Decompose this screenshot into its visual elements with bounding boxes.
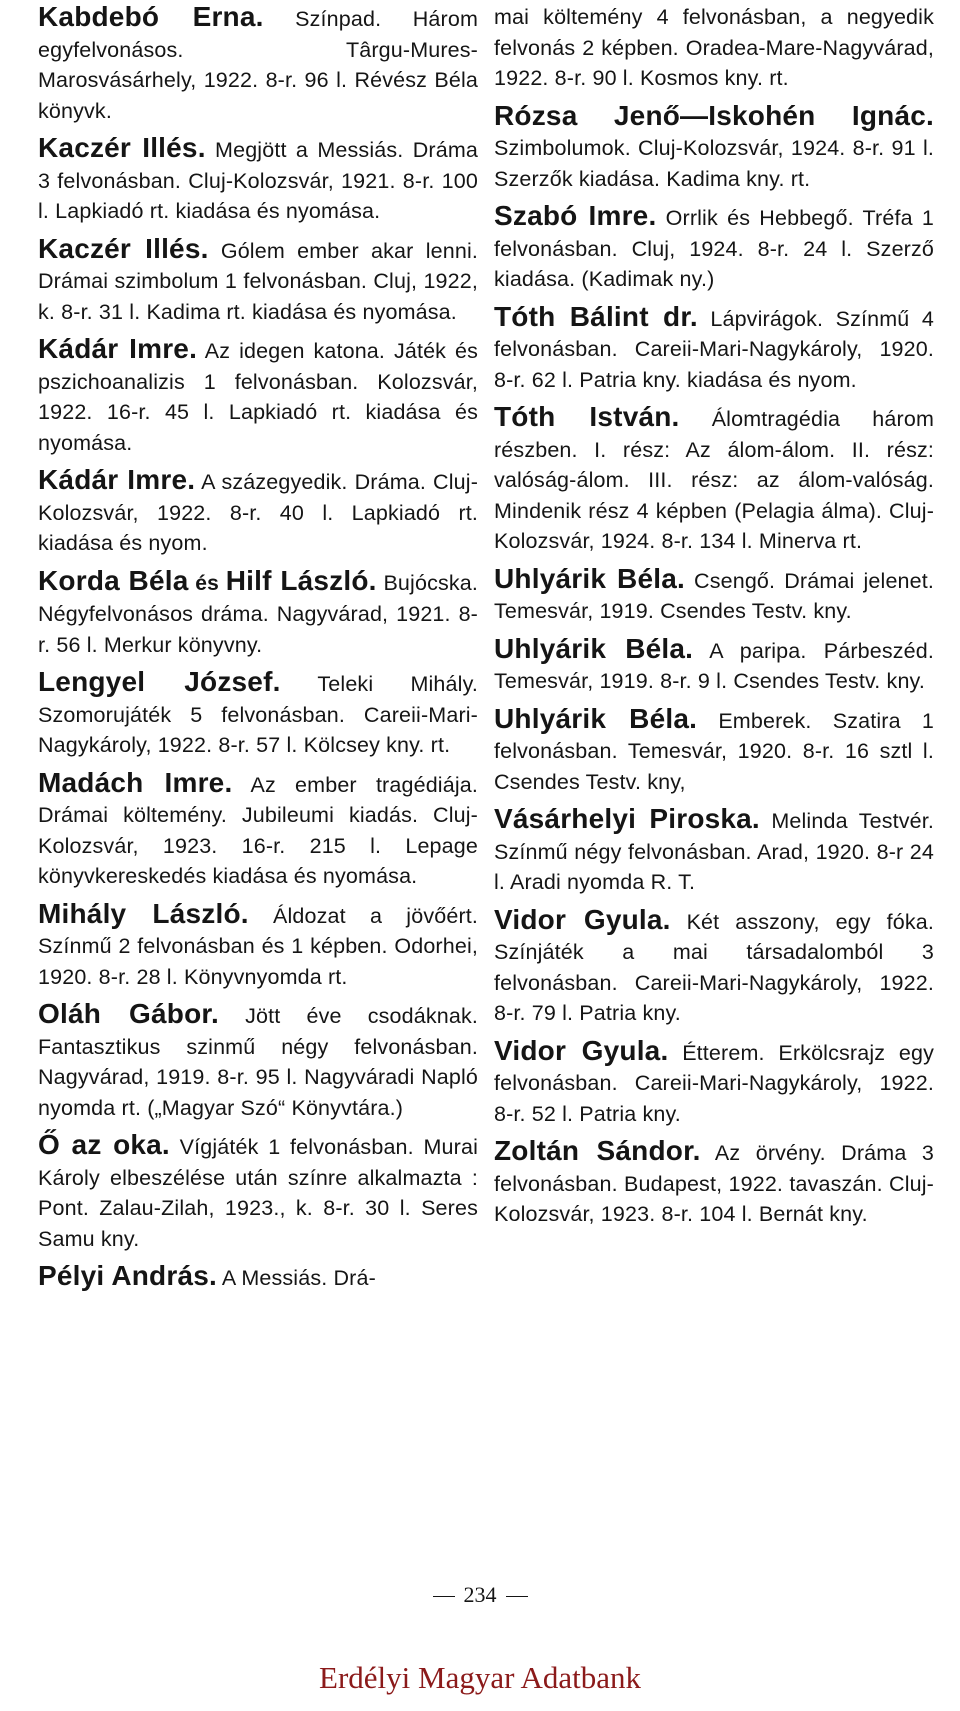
entry-text: Megjött a Messiás. Dráma 3 felvonásban. Cluj-Kolozsvár, 1921. 8-r. 100 l. Lapkiadó rt. kiadása és nyomása. [38,138,478,223]
entry-author: Mihály László. [38,897,249,929]
bibliography-entry [38,899,478,993]
entry-text: Orrlik és Hebbegő. Tréfa 1 felvonásban. Cluj, 1924. 8-r. 24 l. Szerző kiadása. (Kadimak ny.) [494,206,934,291]
bibliography-entry [494,704,934,798]
footer-watermark: Erdélyi Magyar Adatbank [319,1660,641,1695]
entry-author: Uhlyárik Béla. [494,632,694,664]
entry-author: Uhlyárik Béla. [494,562,685,594]
entry-text: Bujócska. Négyfelvonásos dráma. Nagyvárad, 1921. 8-r. 56 l. Merkur könyvny. [38,570,478,657]
entry-author: Rózsa Jenő—Iskohén Ignác. [494,99,934,131]
entry-text: Álomtragédia három részben. I. rész: Az álom-álom. II. rész: valóság-álom. III. rész: az álom-valóság. Mindenik rész 4 képben (Pelagia álma). Cluj-Kolozsvár, 1924. 8-r. 134 l. Minerva rt. [494,407,934,553]
entry-author: Ő az oka. [38,1129,170,1160]
entry-author: Kaczér Illés. [38,232,209,264]
left-column [38,2,478,1301]
entry-text: Áldozat a jövőért. Színmű 2 felvonásban és 1 képben. Odorhei, 1920. 8-r. 28 l. Könyvnyomda rt. [38,903,479,989]
entry-text: Csengő. Drámai jelenet. Temesvár, 1919. Csendes Testv. kny. [494,568,935,623]
bibliography-entry-continued [494,2,934,94]
bibliography-entry [38,667,478,761]
page-number-value: 234 [463,1582,497,1607]
entry-author: Tóth István. [494,401,680,432]
entry-text: Az idegen katona. Játék és pszichoanalizis 1 felvonásban. Kolozsvár, 1922. 16-r. 45 l. Lapkiadó rt. kiadása és nyomása. [38,339,479,455]
entry-author: Korda Béla [38,564,189,596]
entry-text: Színpad. Három egyfelvonásos. Târgu-Mures-Marosvásárhely, 1922. 8-r. 96 l. Révész Béla könyvk. [38,7,479,123]
entry-author: Oláh Gábor. [38,998,219,1029]
entry-text: Két asszony, egy fóka. Színjáték a mai társadalomból 3 felvonásban. Careii-Mari-Nagykároly, 1922. 8-r. 79 l. Patria kny. [494,909,934,1025]
bibliography-entry [494,804,934,898]
entry-author: Kádár Imre. [38,464,196,495]
bibliography-entry [38,566,478,661]
right-column [494,2,934,1237]
entry-text: A paripa. Párbeszéd. Temesvár, 1919. 8-r. 9 l. Csendes Testv. kny. [494,638,935,693]
entry-text: Az örvény. Dráma 3 felvonásban. Budapest, 1922. tavaszán. Cluj-Kolozsvár, 1923. 8-r. 104 l. Bernát kny. [494,1141,934,1226]
entry-author: Zoltán Sándor. [494,1135,701,1166]
bibliography-entry [494,402,934,557]
entry-text: Vígjáték 1 felvonásban. Murai Károly elbeszélése után színre alkalmazta : Pont. Zalau-Zilah, 1923., k. 8-r. 30 l. Seres Samu kny. [38,1135,478,1251]
dash-left [433,1596,455,1597]
entry-author: Szabó Imre. [494,200,657,231]
entry-text: Gólem ember akar lenni. Drámai szimbolum 1 felvonásban. Cluj, 1922, k. 8-r. 31 l. Kadima rt. kiadása és nyomása. [38,238,479,324]
entry-author: Tóth Bálint dr. [494,300,698,332]
entry-author-second: Hilf László. [225,564,377,596]
entry-author: Vásárhelyi Piroska. [494,803,760,834]
entry-author: Kabdebó Erna. [38,1,264,32]
bibliography-entry [38,999,478,1123]
bibliography-entry [494,1136,934,1230]
entry-connector: és [195,571,219,595]
entry-author: Kádár Imre. [38,333,198,364]
bibliography-entry [38,465,478,559]
bibliography-entry [38,133,478,227]
entry-author: Pélyi András. [38,1260,217,1291]
entry-author: Madách Imre. [38,766,233,798]
bibliography-entry [38,2,478,126]
entry-text: Szimbolumok. Cluj-Kolozsvár, 1924. 8-r. 91 l. Szerzők kiadása. Kadima kny. rt. [494,136,934,191]
entry-author: Uhlyárik Béla. [494,702,698,734]
entry-text: Étterem. Erkölcsrajz egy felvonásban. Careii-Mari-Nagykároly, 1922. 8-r. 52 l. Patria kny. [494,1040,934,1126]
entry-text: mai költemény 4 felvonásban, a negyedik felvonás 2 képben. Oradea-Mare-Nagyvárad, 1922. 8-r. 90 l. Kosmos kny. rt. [494,5,934,90]
bibliography-entry [38,234,478,328]
bibliography-entry [494,905,934,1029]
entry-text: A Messiás. Drá- [221,1266,376,1290]
bibliography-entry [494,634,934,697]
bibliography-entry [38,768,478,892]
entry-text: Teleki Mihály. Szomorujáték 5 felvonásban. Careii-Mari-Nagykároly, 1922. 8-r. 57 l. Kölcsey kny. rt. [38,672,478,757]
entry-text: Az ember tragédiája. Drámai költemény. Jubileumi kiadás. Cluj-Kolozsvár, 1923. 16-r. 215 l. Lepage könyvkereskedés kiadása és nyomása. [38,772,478,888]
bibliography-entry [38,1130,478,1254]
entry-text: Lápvirágok. Színmű 4 felvonásban. Careii-Mari-Nagykároly, 1920. 8-r. 62 l. Patria kny. kiadása és nyom. [494,306,934,392]
entry-author: Lengyel József. [38,666,281,697]
entry-author: Vidor Gyula. [494,1034,669,1066]
entry-author: Vidor Gyula. [494,903,671,935]
dash-right [506,1596,528,1597]
bibliography-entry [38,334,478,458]
bibliography-entry [494,101,934,195]
bibliography-entry [494,302,934,396]
entry-text: A százegyedik. Dráma. Cluj-Kolozsvár, 1922. 8-r. 40 l. Lapkiadó rt. kiadása és nyom. [38,470,478,555]
bibliography-entry [494,1036,934,1130]
entry-text: Melinda Testvér. Színmű négy felvonásban. Arad, 1920. 8-r 24 l. Aradi nyomda R. T. [494,809,934,894]
entry-text: Jött éve csodáknak. Fantasztikus szinmű négy felvonásban. Nagyvárad, 1919. 8-r. 95 l. Nagyváradi Napló nyomda rt. („Magyar Szó“ Könyvtára.) [38,1004,479,1120]
entry-text: Emberek. Szatira 1 felvonásban. Temesvár, 1920. 8-r. 16 sztl l. Csendes Testv. kny, [494,708,935,794]
bibliography-entry [494,564,934,627]
entry-author: Kaczér Illés. [38,132,206,163]
bibliography-entry [494,201,934,295]
bibliography-entry [38,1261,478,1294]
page-number [0,1582,960,1608]
